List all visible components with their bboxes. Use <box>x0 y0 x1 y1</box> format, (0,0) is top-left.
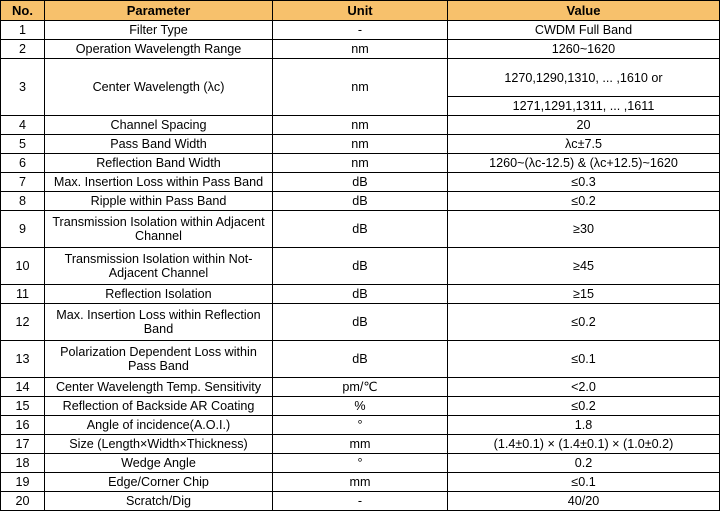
row-parameter: Angle of incidence(A.O.I.) <box>45 416 273 435</box>
table-row <box>1 116 720 135</box>
row-unit: % <box>273 397 448 416</box>
row-unit: mm <box>273 435 448 454</box>
table-row <box>1 435 720 454</box>
row-value: λc±7.5 <box>448 135 720 154</box>
row-value-line2: 1271,1291,1311, ... ,1611 <box>448 97 720 116</box>
row-no: 18 <box>1 454 45 473</box>
row-no: 11 <box>1 285 45 304</box>
row-no: 16 <box>1 416 45 435</box>
table-row <box>1 492 720 511</box>
row-parameter: Max. Insertion Loss within Reflection Band <box>45 304 273 341</box>
row-unit: nm <box>273 154 448 173</box>
row-parameter: Filter Type <box>45 21 273 40</box>
row-parameter: Wedge Angle <box>45 454 273 473</box>
table-row <box>1 211 720 248</box>
row-value: ≤0.2 <box>448 397 720 416</box>
row-unit: ° <box>273 416 448 435</box>
row-no: 12 <box>1 304 45 341</box>
row-value: (1.4±0.1) × (1.4±0.1) × (1.0±0.2) <box>448 435 720 454</box>
row-parameter: Size (Length×Width×Thickness) <box>45 435 273 454</box>
row-parameter: Reflection Isolation <box>45 285 273 304</box>
table-row <box>1 135 720 154</box>
header-value: Value <box>448 1 720 21</box>
row-value: <2.0 <box>448 378 720 397</box>
row-value: ≥30 <box>448 211 720 248</box>
table-row <box>1 378 720 397</box>
table-row <box>1 341 720 378</box>
row-value: CWDM Full Band <box>448 21 720 40</box>
table-row <box>1 192 720 211</box>
row-value: ≤0.1 <box>448 341 720 378</box>
row-unit: nm <box>273 116 448 135</box>
row-parameter: Ripple within Pass Band <box>45 192 273 211</box>
header-row <box>1 1 720 21</box>
row-value: ≥15 <box>448 285 720 304</box>
table-row <box>1 473 720 492</box>
row-no: 1 <box>1 21 45 40</box>
row-unit: nm <box>273 135 448 154</box>
row-unit: dB <box>273 211 448 248</box>
row-value: 0.2 <box>448 454 720 473</box>
table-row <box>1 173 720 192</box>
row-parameter: Scratch/Dig <box>45 492 273 511</box>
row-unit: mm <box>273 473 448 492</box>
row-no: 17 <box>1 435 45 454</box>
row-parameter: Max. Insertion Loss within Pass Band <box>45 173 273 192</box>
row-unit: nm <box>273 40 448 59</box>
row-unit: pm/℃ <box>273 378 448 397</box>
row-value: 1.8 <box>448 416 720 435</box>
table-row <box>1 285 720 304</box>
table-row <box>1 454 720 473</box>
row-unit: dB <box>273 341 448 378</box>
row-unit: - <box>273 21 448 40</box>
row-value: ≤0.3 <box>448 173 720 192</box>
row-parameter: Polarization Dependent Loss within Pass Band <box>45 341 273 378</box>
table-row <box>1 40 720 59</box>
row-unit: dB <box>273 285 448 304</box>
row-parameter: Transmission Isolation within Not-Adjacent Channel <box>45 248 273 285</box>
table-row <box>1 248 720 285</box>
row-value: 20 <box>448 116 720 135</box>
table-row <box>1 21 720 40</box>
row-no: 8 <box>1 192 45 211</box>
row-parameter: Center Wavelength Temp. Sensitivity <box>45 378 273 397</box>
row-value: ≤0.2 <box>448 192 720 211</box>
table-row <box>1 416 720 435</box>
row-no: 10 <box>1 248 45 285</box>
table-row <box>1 304 720 341</box>
row-no: 9 <box>1 211 45 248</box>
row-no: 19 <box>1 473 45 492</box>
row-parameter: Center Wavelength (λc) <box>45 59 273 116</box>
header-no: No. <box>1 1 45 21</box>
row-unit: dB <box>273 173 448 192</box>
row-parameter: Operation Wavelength Range <box>45 40 273 59</box>
row-unit: dB <box>273 192 448 211</box>
row-parameter: Edge/Corner Chip <box>45 473 273 492</box>
row-parameter: Pass Band Width <box>45 135 273 154</box>
table-row <box>1 59 720 97</box>
row-no: 13 <box>1 341 45 378</box>
row-no: 4 <box>1 116 45 135</box>
table-row <box>1 154 720 173</box>
row-value: ≥45 <box>448 248 720 285</box>
row-unit: dB <box>273 304 448 341</box>
row-unit: - <box>273 492 448 511</box>
header-parameter: Parameter <box>45 1 273 21</box>
row-value-line1: 1270,1290,1310, ... ,1610 or <box>448 59 720 97</box>
row-no: 20 <box>1 492 45 511</box>
row-no: 2 <box>1 40 45 59</box>
row-parameter: Reflection Band Width <box>45 154 273 173</box>
row-unit: ° <box>273 454 448 473</box>
row-parameter: Reflection of Backside AR Coating <box>45 397 273 416</box>
row-unit: nm <box>273 59 448 116</box>
table-row <box>1 397 720 416</box>
row-value: ≤0.2 <box>448 304 720 341</box>
row-no: 14 <box>1 378 45 397</box>
header-unit: Unit <box>273 1 448 21</box>
row-no: 15 <box>1 397 45 416</box>
row-parameter: Transmission Isolation within Adjacent Channel <box>45 211 273 248</box>
row-value: ≤0.1 <box>448 473 720 492</box>
row-value: 1260~(λc-12.5) & (λc+12.5)~1620 <box>448 154 720 173</box>
row-value: 40/20 <box>448 492 720 511</box>
row-no: 5 <box>1 135 45 154</box>
row-unit: dB <box>273 248 448 285</box>
row-no: 6 <box>1 154 45 173</box>
row-value: 1260~1620 <box>448 40 720 59</box>
row-no: 3 <box>1 59 45 116</box>
row-no: 7 <box>1 173 45 192</box>
row-parameter: Channel Spacing <box>45 116 273 135</box>
